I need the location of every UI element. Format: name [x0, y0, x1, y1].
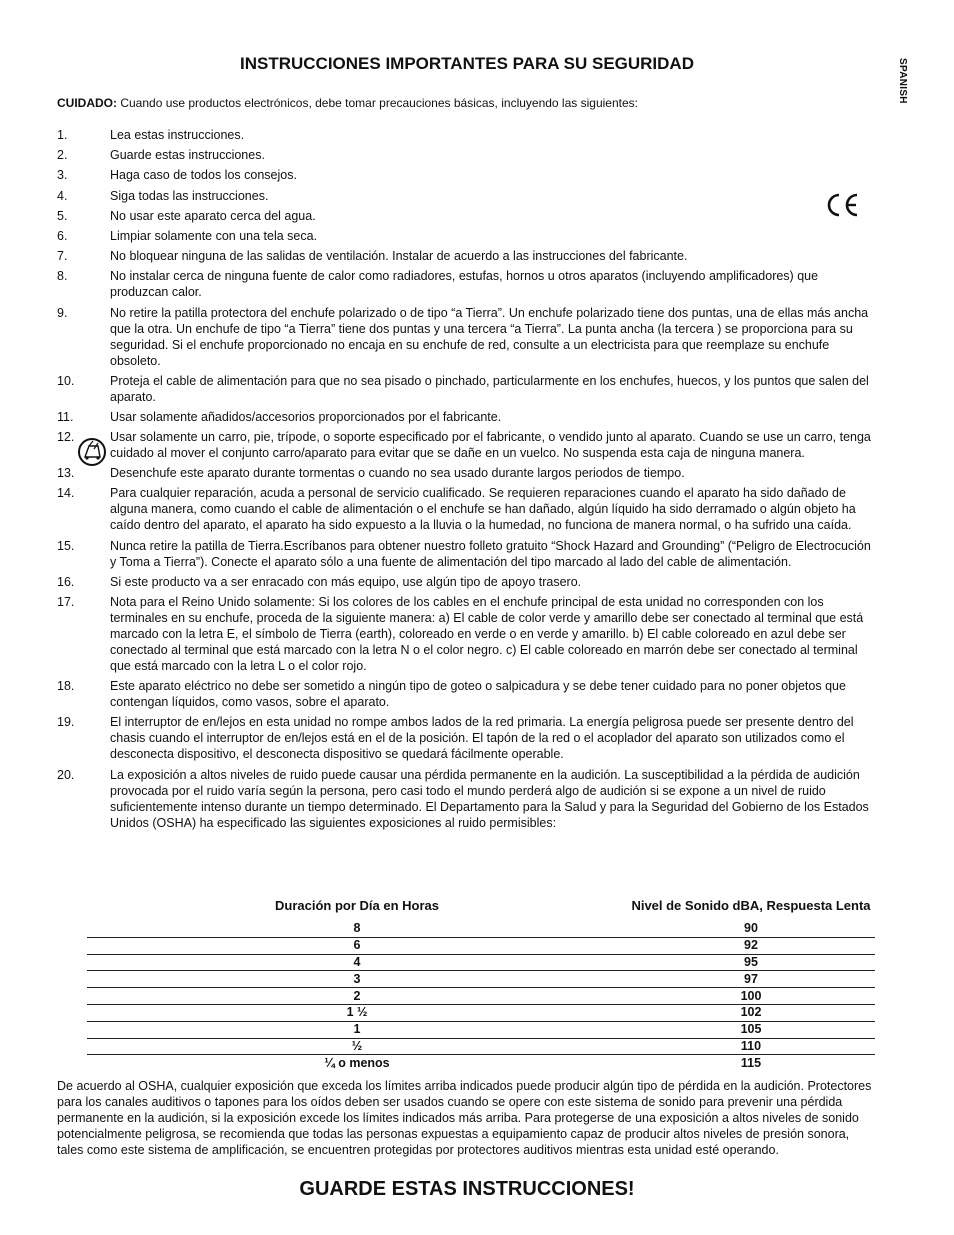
list-item-text: No bloquear ninguna de las salidas de ventilación. Instalar de acuerdo a las instrucciones del fabricante. [110, 249, 688, 264]
table-cell-duration: ½ [87, 1038, 627, 1055]
list-item [57, 678, 879, 710]
list-item-text: Lea estas instrucciones. [110, 128, 245, 142]
list-item-number: 6. [57, 228, 68, 243]
list-item-text: El interruptor de en/lejos en esta unidad no rompe ambos lados de la red primaria. La energía peligrosa puede ser presente dentro del chasis cuando el interruptor de en/lejos está en el de la posición. El tapón de la red o el acoplador del aparato son utilizados como el desconecta dispositivo, el desconecta dispositivo se quedará fácilmente operable. [110, 715, 854, 762]
list-item-text: Usar solamente añadidos/accesorios proporcionados por el fabricante. [110, 409, 502, 424]
list-item [57, 485, 879, 533]
list-item-text: Si este producto va a ser enracado con más equipo, use algún tipo de apoyo trasero. [110, 574, 582, 589]
list-item [57, 167, 879, 183]
list-item-number: 13. [57, 466, 75, 481]
language-side-label: SPANISH [897, 58, 908, 104]
list-item [57, 409, 879, 425]
footer-title: GUARDE ESTAS INSTRUCCIONES! [299, 1178, 635, 1200]
list-item [57, 208, 879, 224]
table-row [87, 1004, 875, 1021]
list-item-number: 19. [57, 715, 75, 730]
table-row [87, 954, 875, 971]
list-item-number: 5. [57, 208, 68, 223]
list-item-text: Nunca retire la patilla de Tierra.Escríbanos para obtener nuestro folleto gratuito “Shock Hazard and Grounding” (“Peligro de Electrocución y Toma a Tierra”). Conecte el aparato sólo a una fuente de alimentación del tipo marcado al lado del cable de alimentación. [110, 538, 871, 569]
list-item [57, 147, 879, 163]
list-item [57, 767, 879, 831]
list-item-number: 15. [57, 538, 75, 553]
table-row [87, 988, 875, 1005]
osha-paragraph: De acuerdo al OSHA, cualquier exposición que exceda los límites arriba indicados puede producir algún tipo de pérdida en la audición. Protectores para los canales auditivos o tapones para los oídos deben ser usados cuando se opere con este sistema de sonido para prevenir una pérdida permanente en la audición, si la exposición excede los límites indicados más arriba. Para protegerse de una exposición a altos niveles de sonido potencialmente peligrosa, se recomienda que todas las personas expuestas a equipamiento capaz de producir altos niveles de presión sonora, tales como este sistema de amplificación, se encuentren protegidas por protectores auditivos mientras esta unidad esté operando. [57, 1079, 872, 1157]
table-cell-level: 102 [627, 1004, 875, 1021]
table-cell-duration: 8 [87, 921, 627, 937]
instructions-list [57, 127, 879, 835]
list-item-number: 17. [57, 595, 75, 609]
list-item-text: Este aparato eléctrico no debe ser sometido a ningún tipo de goteo o salpicadura y se debe tener cuidado para no poner objetos que contengan líquidos, como vasos, sobre el aparato. [110, 679, 846, 710]
list-item [57, 188, 879, 204]
table-cell-duration: 4 [87, 954, 627, 971]
list-item [57, 268, 879, 300]
list-item-text: La exposición a altos niveles de ruido puede causar una pérdida permanente en la audición. La susceptibilidad a la pérdida de audición provocada por el ruido varía según la persona, pero casi todo el mundo perderá algo de audición si se expone a un nivel de ruido suficientemente intenso durante un tiempo determinado. El Departamento para la Salud y para la Seguridad del Gobierno de los Estados Unidos (OSHA) ha especificado las siguientes exposiciones al ruido permisibles: [110, 767, 869, 830]
list-item-number: 9. [57, 305, 68, 320]
list-item-text: Usar solamente un carro, pie, trípode, o soporte especificado por el fabricante, o vendido junto al aparato. Cuando se use un carro, tenga cuidado al mover el conjunto carro/aparato para evitar que se dañe en un vuelco. No suspenda esta caja de ninguna manera. [110, 430, 871, 461]
noise-exposure-table [87, 898, 875, 1071]
table-cell-duration: 1 [87, 1021, 627, 1038]
list-item [57, 538, 879, 570]
list-item-text: No instalar cerca de ninguna fuente de calor como radiadores, estufas, hornos u otros aparatos (incluyendo amplificadores) que produzcan calor. [110, 269, 819, 300]
page-title: INSTRUCCIONES IMPORTANTES PARA SU SEGURIDAD [240, 54, 694, 73]
list-item-text: Para cualquier reparación, acuda a personal de servicio cualificado. Se requieren reparaciones cuando el aparato ha sido dañado de alguna manera, como cuando el cable de alimentación o el enchufe se han dañado, algún líquido ha sido derramado o algún objeto ha caído dentro del aparato, el aparato ha sido expuesto a la lluvia o la humedad, no funciona de manera normal, o ha sufrido una caída. [110, 486, 856, 533]
list-item-number: 8. [57, 269, 68, 284]
table-cell-duration: ¼ o menos [324, 1055, 390, 1070]
table-cell-duration: 3 [87, 971, 627, 988]
list-item-number: 18. [57, 679, 75, 694]
list-item [57, 465, 879, 481]
table-row [87, 1038, 875, 1055]
table-row [87, 971, 875, 988]
list-item-text: Limpiar solamente con una tela seca. [110, 228, 318, 243]
table-cell-level: 115 [740, 1055, 762, 1070]
list-item-number: 10. [57, 373, 75, 388]
list-item [57, 373, 879, 405]
caution-text: Cuando use productos electrónicos, debe tomar precauciones básicas, incluyendo las siguientes: [117, 96, 638, 110]
list-item-number: 20. [57, 767, 75, 782]
cart-tip-over-warning-icon [77, 437, 107, 467]
list-item [57, 305, 879, 369]
table-cell-level: 90 [627, 921, 875, 937]
list-item-number: 1. [57, 128, 68, 142]
list-item [57, 127, 879, 143]
list-item-number: 2. [57, 148, 68, 163]
list-item [57, 574, 879, 590]
table-cell-duration: 2 [87, 988, 627, 1005]
table-cell-level: 97 [627, 971, 875, 988]
list-item-text: Desenchufe este aparato durante tormentas o cuando no sea usado durante largos periodos de tiempo. [110, 466, 685, 481]
list-item [57, 714, 879, 762]
table-cell-duration: 1 ½ [87, 1004, 627, 1021]
table-cell-level: 110 [627, 1038, 875, 1055]
list-item [57, 248, 879, 264]
list-item-text: No usar este aparato cerca del agua. [110, 208, 316, 223]
table-header-duration: Duración por Día en Horas [275, 898, 439, 913]
caution-paragraph [57, 96, 877, 110]
table-cell-level: 92 [627, 937, 875, 954]
table-cell-level: 95 [627, 954, 875, 971]
list-item-text: Proteja el cable de alimentación para que no sea pisado o pinchado, particularmente en los enchufes, huecos, y los puntos que salen del aparato. [110, 373, 869, 404]
list-item-number: 16. [57, 574, 75, 589]
table-row [87, 921, 875, 937]
table-cell-level: 105 [627, 1021, 875, 1038]
caution-label: CUIDADO: [57, 96, 117, 110]
list-item-text: Guarde estas instrucciones. [110, 148, 265, 163]
list-item [57, 429, 879, 461]
list-item-text: Siga todas las instrucciones. [110, 188, 269, 203]
list-item [57, 594, 879, 674]
list-item-text: No retire la patilla protectora del enchufe polarizado o de tipo “a Tierra”. Un enchufe polarizado tiene dos puntas, una de ellas más ancha que la otra. Un enchufe de tipo “a Tierra” tiene dos puntas y una tercera “a Tierra”. La punta ancha (la tercera ) se proporciona para su seguridad. Si el enchufe proporcionado no encaja en su enchufe de red, consulte a un electricista para que reemplaze su enchufe obsoleto. [110, 305, 869, 368]
list-item-number: 4. [57, 188, 68, 203]
list-item-text: Nota para el Reino Unido solamente: Si los colores de los cables en el enchufe principal de esta unidad no corresponden con los terminales en su enchufe, proceda de la siguiente manera: a) El cable de color verde y amarillo debe ser conectado al terminal que está marcado con la letra E, el símbolo de Tierra (earth), coloreado en verde o en verde y amarillo. b) El cable coloreado en azul debe ser conectado al terminal que está marcado con la letra N o el color negro. c) El cable coloreado en marrón debe ser conectado al terminal que está marcado con la letra L o el color rojo. [110, 595, 864, 673]
table-cell-level: 100 [627, 988, 875, 1005]
table-row [87, 937, 875, 954]
list-item-number: 3. [57, 168, 68, 183]
table-header-level: Nivel de Sonido dBA, Respuesta Lenta [631, 898, 871, 913]
list-item [57, 228, 879, 244]
table-cell-duration: 6 [87, 937, 627, 954]
table-row [87, 1055, 875, 1071]
table-row [87, 1021, 875, 1038]
list-item-number: 14. [57, 486, 75, 501]
list-item-number: 7. [57, 249, 68, 264]
list-item-number: 12. [57, 430, 75, 445]
list-item-number: 11. [57, 409, 74, 424]
list-item-text: Haga caso de todos los consejos. [110, 168, 297, 183]
